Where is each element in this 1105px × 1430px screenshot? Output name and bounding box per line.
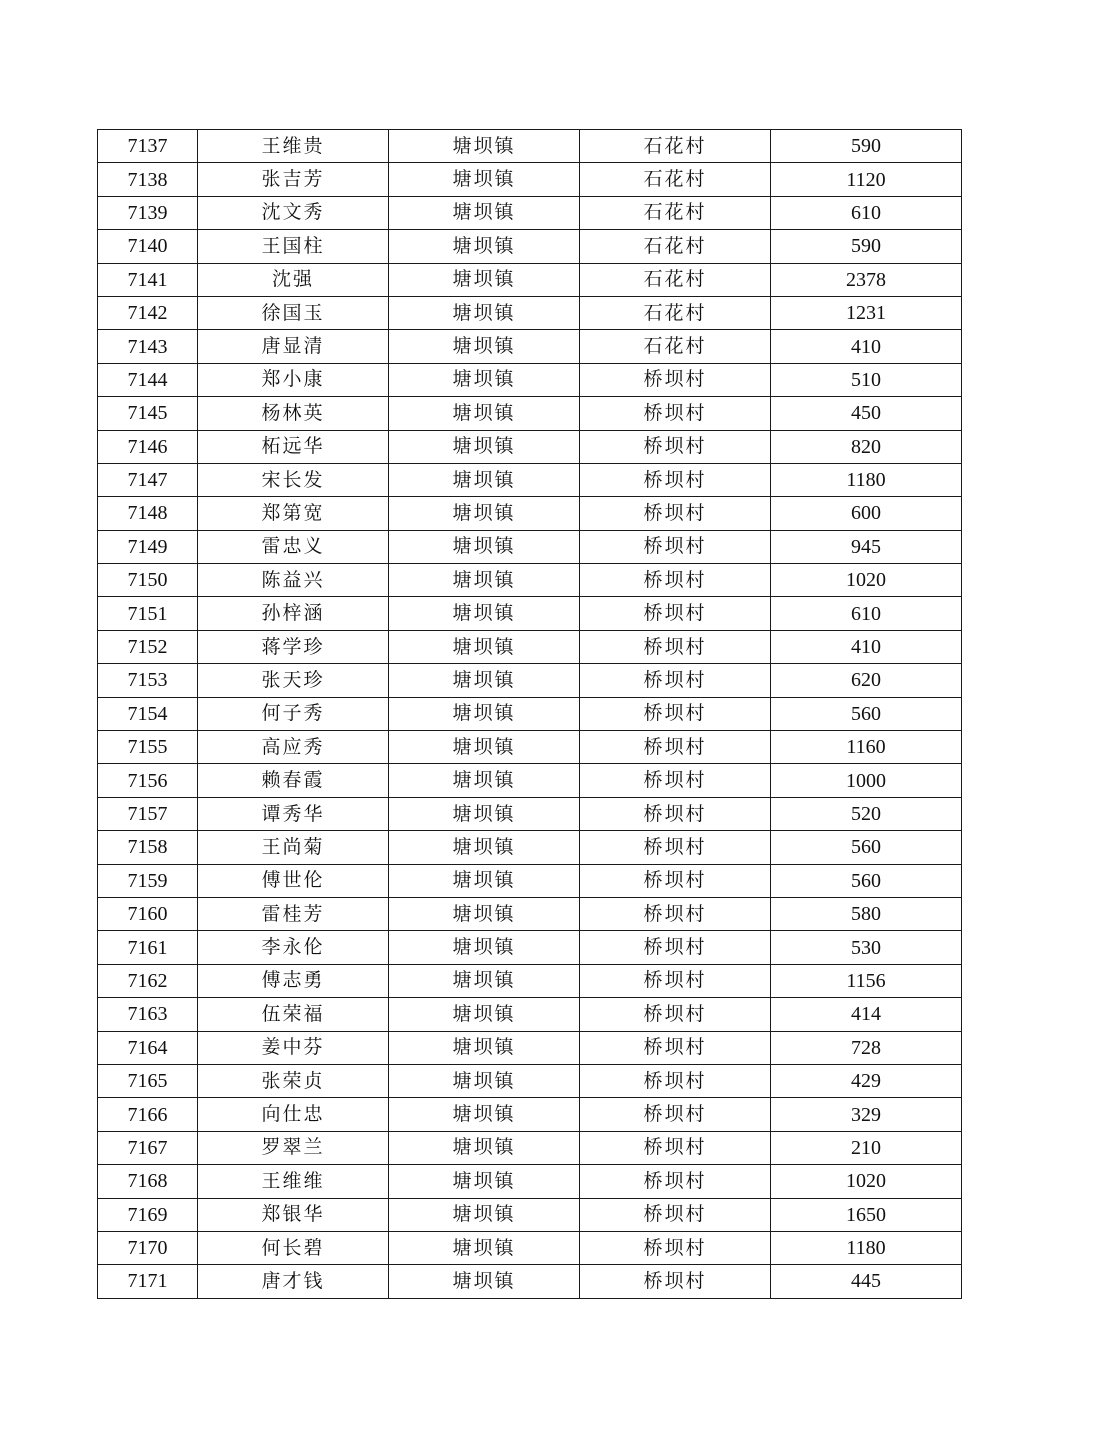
village-cell: 石花村 [580,296,771,329]
table-row [98,697,962,730]
row-id-cell: 7169 [98,1198,198,1231]
town-cell: 塘坝镇 [389,630,580,663]
table-row [98,831,962,864]
row-id-cell: 7161 [98,931,198,964]
amount-cell: 728 [771,1031,962,1064]
row-id-cell: 7148 [98,497,198,530]
town-cell: 塘坝镇 [389,664,580,697]
village-cell: 桥坝村 [580,1198,771,1231]
name-cell: 孙梓涵 [198,597,389,630]
town-cell: 塘坝镇 [389,430,580,463]
table-row [98,1031,962,1064]
village-cell: 石花村 [580,163,771,196]
amount-cell: 1650 [771,1198,962,1231]
village-cell: 石花村 [580,196,771,229]
town-cell: 塘坝镇 [389,1265,580,1298]
name-cell: 郑银华 [198,1198,389,1231]
amount-cell: 450 [771,397,962,430]
table-row [98,597,962,630]
town-cell: 塘坝镇 [389,130,580,163]
row-id-cell: 7159 [98,864,198,897]
amount-cell: 590 [771,230,962,263]
town-cell: 塘坝镇 [389,1165,580,1198]
row-id-cell: 7144 [98,363,198,396]
row-id-cell: 7160 [98,897,198,930]
village-cell: 桥坝村 [580,530,771,563]
amount-cell: 410 [771,330,962,363]
table-row [98,130,962,163]
name-cell: 傅志勇 [198,964,389,997]
amount-cell: 1156 [771,964,962,997]
row-id-cell: 7146 [98,430,198,463]
village-cell: 桥坝村 [580,764,771,797]
amount-cell: 445 [771,1265,962,1298]
amount-cell: 510 [771,363,962,396]
town-cell: 塘坝镇 [389,497,580,530]
village-cell: 桥坝村 [580,864,771,897]
row-id-cell: 7158 [98,831,198,864]
village-cell: 桥坝村 [580,897,771,930]
amount-cell: 945 [771,530,962,563]
row-id-cell: 7171 [98,1265,198,1298]
table-row [98,964,962,997]
town-cell: 塘坝镇 [389,296,580,329]
amount-cell: 820 [771,430,962,463]
row-id-cell: 7145 [98,397,198,430]
table-row [98,397,962,430]
name-cell: 张吉芳 [198,163,389,196]
village-cell: 桥坝村 [580,1031,771,1064]
village-cell: 桥坝村 [580,1098,771,1131]
amount-cell: 410 [771,630,962,663]
village-cell: 桥坝村 [580,1064,771,1097]
table-row [98,530,962,563]
town-cell: 塘坝镇 [389,597,580,630]
row-id-cell: 7147 [98,463,198,496]
table-row [98,564,962,597]
town-cell: 塘坝镇 [389,864,580,897]
name-cell: 王尚菊 [198,831,389,864]
village-cell: 桥坝村 [580,831,771,864]
amount-cell: 1000 [771,764,962,797]
amount-cell: 590 [771,130,962,163]
table-row [98,330,962,363]
village-cell: 桥坝村 [580,964,771,997]
table-row [98,1131,962,1164]
amount-cell: 560 [771,864,962,897]
row-id-cell: 7143 [98,330,198,363]
name-cell: 傅世伦 [198,864,389,897]
amount-cell: 560 [771,831,962,864]
name-cell: 郑第宽 [198,497,389,530]
amount-cell: 1180 [771,1231,962,1264]
village-cell: 桥坝村 [580,797,771,830]
row-id-cell: 7149 [98,530,198,563]
row-id-cell: 7163 [98,998,198,1031]
amount-cell: 520 [771,797,962,830]
records-table-body [98,130,962,1299]
amount-cell: 610 [771,196,962,229]
village-cell: 桥坝村 [580,664,771,697]
town-cell: 塘坝镇 [389,1231,580,1264]
name-cell: 王国柱 [198,230,389,263]
row-id-cell: 7141 [98,263,198,296]
table-row [98,998,962,1031]
town-cell: 塘坝镇 [389,797,580,830]
town-cell: 塘坝镇 [389,363,580,396]
town-cell: 塘坝镇 [389,831,580,864]
name-cell: 张天珍 [198,664,389,697]
table-row [98,196,962,229]
table-row [98,463,962,496]
name-cell: 李永伦 [198,931,389,964]
village-cell: 桥坝村 [580,697,771,730]
table-row [98,163,962,196]
table-row [98,1265,962,1298]
name-cell: 沈强 [198,263,389,296]
row-id-cell: 7166 [98,1098,198,1131]
amount-cell: 1020 [771,1165,962,1198]
row-id-cell: 7140 [98,230,198,263]
row-id-cell: 7142 [98,296,198,329]
amount-cell: 329 [771,1098,962,1131]
village-cell: 桥坝村 [580,1131,771,1164]
name-cell: 王维贵 [198,130,389,163]
town-cell: 塘坝镇 [389,1064,580,1097]
name-cell: 唐才钱 [198,1265,389,1298]
amount-cell: 560 [771,697,962,730]
town-cell: 塘坝镇 [389,697,580,730]
town-cell: 塘坝镇 [389,964,580,997]
name-cell: 罗翠兰 [198,1131,389,1164]
amount-cell: 530 [771,931,962,964]
name-cell: 姜中芬 [198,1031,389,1064]
row-id-cell: 7162 [98,964,198,997]
table-row [98,230,962,263]
town-cell: 塘坝镇 [389,230,580,263]
town-cell: 塘坝镇 [389,1198,580,1231]
table-row [98,664,962,697]
row-id-cell: 7150 [98,564,198,597]
name-cell: 王维维 [198,1165,389,1198]
town-cell: 塘坝镇 [389,897,580,930]
town-cell: 塘坝镇 [389,1031,580,1064]
amount-cell: 620 [771,664,962,697]
table-row [98,864,962,897]
village-cell: 桥坝村 [580,731,771,764]
name-cell: 张荣贞 [198,1064,389,1097]
amount-cell: 1180 [771,463,962,496]
amount-cell: 1020 [771,564,962,597]
name-cell: 赖春霞 [198,764,389,797]
records-table [97,129,962,1299]
row-id-cell: 7155 [98,731,198,764]
row-id-cell: 7170 [98,1231,198,1264]
village-cell: 石花村 [580,230,771,263]
town-cell: 塘坝镇 [389,1098,580,1131]
name-cell: 宋长发 [198,463,389,496]
village-cell: 桥坝村 [580,1231,771,1264]
row-id-cell: 7167 [98,1131,198,1164]
row-id-cell: 7152 [98,630,198,663]
amount-cell: 429 [771,1064,962,1097]
table-row [98,630,962,663]
table-row [98,731,962,764]
town-cell: 塘坝镇 [389,330,580,363]
village-cell: 桥坝村 [580,463,771,496]
table-row [98,897,962,930]
amount-cell: 414 [771,998,962,1031]
village-cell: 桥坝村 [580,597,771,630]
name-cell: 谭秀华 [198,797,389,830]
name-cell: 伍荣福 [198,998,389,1031]
town-cell: 塘坝镇 [389,998,580,1031]
table-row [98,797,962,830]
town-cell: 塘坝镇 [389,931,580,964]
table-row [98,1064,962,1097]
village-cell: 桥坝村 [580,564,771,597]
row-id-cell: 7153 [98,664,198,697]
village-cell: 石花村 [580,130,771,163]
name-cell: 何子秀 [198,697,389,730]
town-cell: 塘坝镇 [389,731,580,764]
row-id-cell: 7154 [98,697,198,730]
row-id-cell: 7137 [98,130,198,163]
amount-cell: 1160 [771,731,962,764]
amount-cell: 1120 [771,163,962,196]
amount-cell: 610 [771,597,962,630]
village-cell: 桥坝村 [580,1265,771,1298]
table-row [98,1165,962,1198]
row-id-cell: 7151 [98,597,198,630]
name-cell: 何长碧 [198,1231,389,1264]
name-cell: 柘远华 [198,430,389,463]
amount-cell: 2378 [771,263,962,296]
village-cell: 桥坝村 [580,363,771,396]
village-cell: 桥坝村 [580,430,771,463]
town-cell: 塘坝镇 [389,564,580,597]
town-cell: 塘坝镇 [389,263,580,296]
table-row [98,363,962,396]
name-cell: 陈益兴 [198,564,389,597]
town-cell: 塘坝镇 [389,1131,580,1164]
table-row [98,1198,962,1231]
name-cell: 雷桂芳 [198,897,389,930]
name-cell: 向仕忠 [198,1098,389,1131]
row-id-cell: 7164 [98,1031,198,1064]
village-cell: 石花村 [580,330,771,363]
amount-cell: 580 [771,897,962,930]
village-cell: 桥坝村 [580,998,771,1031]
row-id-cell: 7156 [98,764,198,797]
town-cell: 塘坝镇 [389,196,580,229]
town-cell: 塘坝镇 [389,397,580,430]
village-cell: 桥坝村 [580,1165,771,1198]
table-row [98,296,962,329]
village-cell: 石花村 [580,263,771,296]
row-id-cell: 7165 [98,1064,198,1097]
name-cell: 高应秀 [198,731,389,764]
row-id-cell: 7168 [98,1165,198,1198]
village-cell: 桥坝村 [580,630,771,663]
table-row [98,263,962,296]
town-cell: 塘坝镇 [389,163,580,196]
row-id-cell: 7139 [98,196,198,229]
village-cell: 桥坝村 [580,931,771,964]
table-row [98,430,962,463]
name-cell: 郑小康 [198,363,389,396]
name-cell: 杨林英 [198,397,389,430]
name-cell: 蒋学珍 [198,630,389,663]
table-row [98,497,962,530]
village-cell: 桥坝村 [580,497,771,530]
table-row [98,764,962,797]
town-cell: 塘坝镇 [389,764,580,797]
village-cell: 桥坝村 [580,397,771,430]
table-row [98,1098,962,1131]
amount-cell: 1231 [771,296,962,329]
town-cell: 塘坝镇 [389,463,580,496]
amount-cell: 210 [771,1131,962,1164]
table-row [98,931,962,964]
table-row [98,1231,962,1264]
name-cell: 雷忠义 [198,530,389,563]
row-id-cell: 7157 [98,797,198,830]
name-cell: 沈文秀 [198,196,389,229]
name-cell: 唐显清 [198,330,389,363]
name-cell: 徐国玉 [198,296,389,329]
town-cell: 塘坝镇 [389,530,580,563]
amount-cell: 600 [771,497,962,530]
row-id-cell: 7138 [98,163,198,196]
